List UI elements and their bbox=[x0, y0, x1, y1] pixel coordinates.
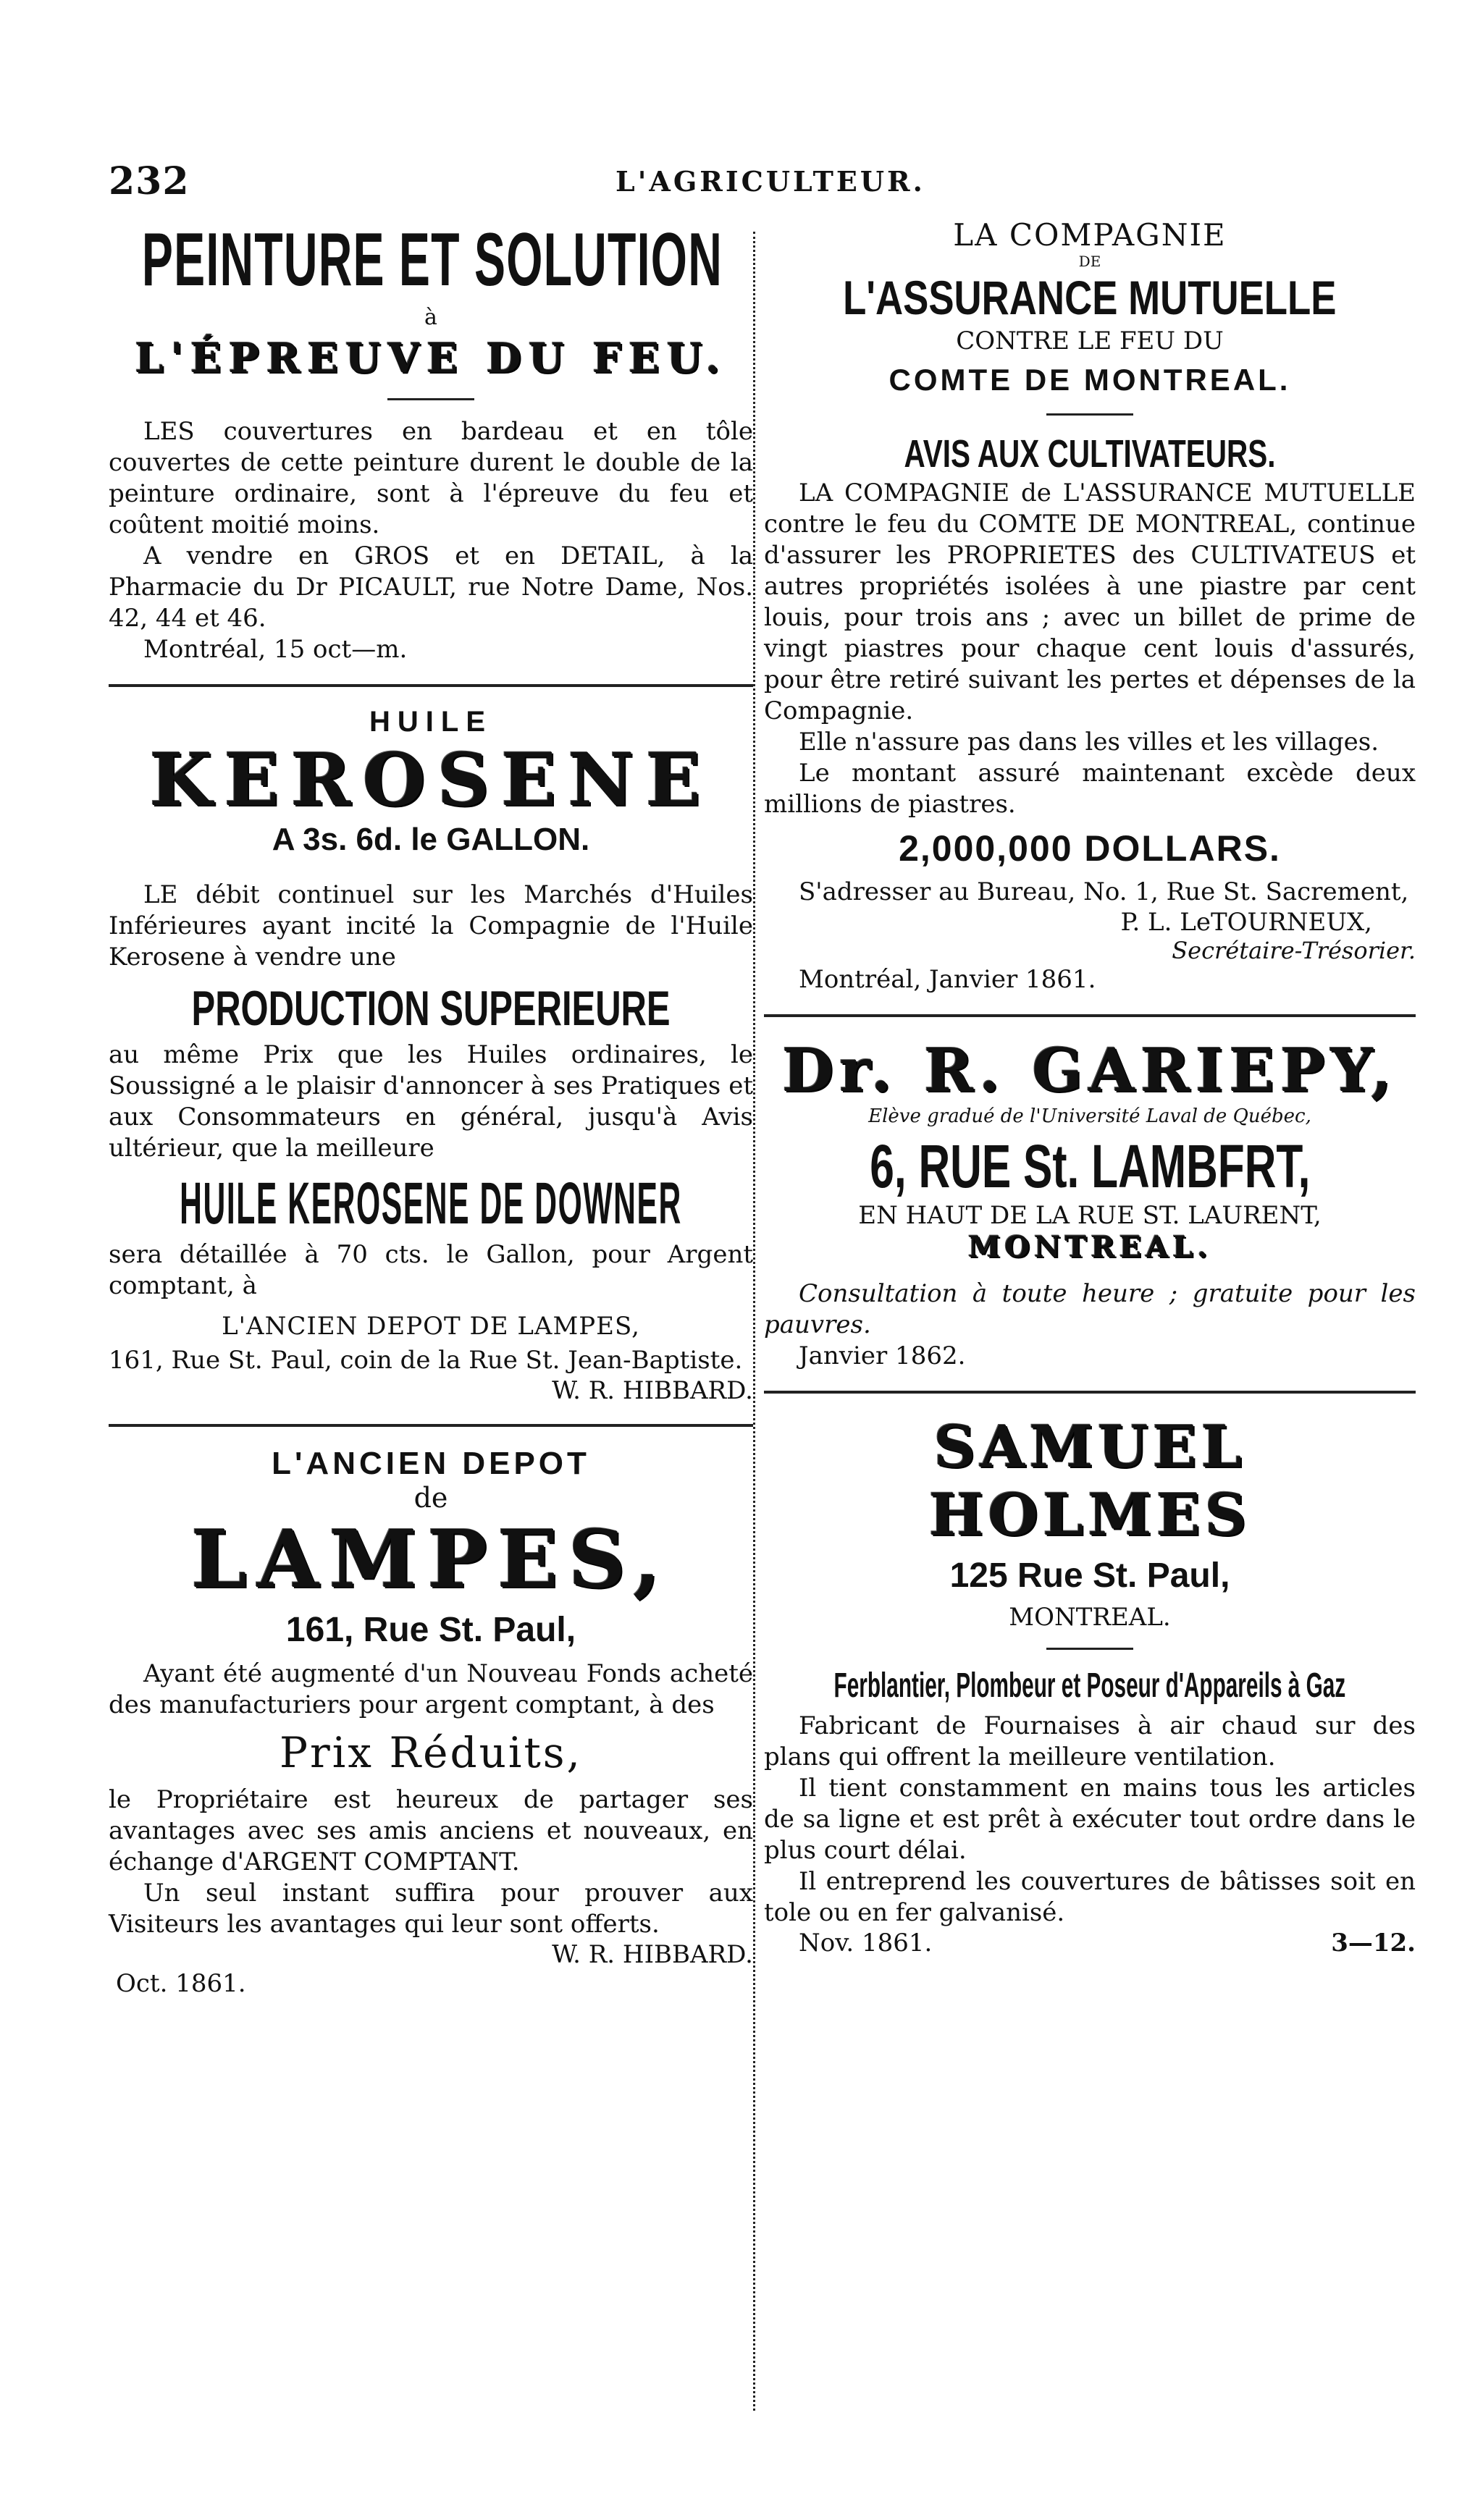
divider bbox=[387, 398, 474, 400]
ad-kerosene-place: L'ANCIEN DEPOT DE LAMPES, bbox=[222, 1312, 640, 1341]
right-column bbox=[764, 217, 1416, 1960]
ad-lampes-kicker: L'ANCIEN DEPOT bbox=[272, 1446, 590, 1481]
ad-lampes-headline: Prix Réduits, bbox=[280, 1728, 582, 1777]
ad-kerosene-address: 161, Rue St. Paul, coin de la Rue St. Jean-Baptiste. bbox=[109, 1346, 743, 1375]
ad-holmes-ref: 3—12. bbox=[1331, 1929, 1416, 1958]
ad-gariepy-sub: Elève gradué de l'Université Laval de Québec, bbox=[868, 1105, 1311, 1127]
ad-holmes bbox=[764, 1412, 1416, 1960]
ad-kerosene-headline: PRODUCTION SUPERIEURE bbox=[191, 981, 671, 1036]
ad-assurance-l1: LA COMPAGNIE bbox=[953, 217, 1227, 253]
ad-lampes-signature: W. R. HIBBARD. bbox=[552, 1940, 753, 1969]
ad-peinture-body2: A vendre en GROS et en DETAIL, à la Pharmacie du Dr PICAULT, rue Notre Dame, Nos. 42, 44 et 46. bbox=[109, 541, 753, 633]
ad-holmes-body2: Il tient constamment en mains tous les articles de sa ligne et est prêt à exécuter tout ordre dans le plus court délai. bbox=[764, 1774, 1416, 1865]
ad-kerosene-title: KEROSENE bbox=[149, 737, 713, 822]
ad-kerosene-body2: au même Prix que les Huiles ordinaires, le Soussigné a le plaisir d'annoncer à ses Pratiques et aux Consommateurs en général, jusqu'à Avis ultérieur, que la meilleure bbox=[109, 1040, 753, 1163]
ad-lampes-body: Ayant été augmenté d'un Nouveau Fonds acheté des manufacturiers pour argent comptant, à des bbox=[109, 1659, 753, 1719]
ad-lampes-address: 161, Rue St. Paul, bbox=[285, 1611, 576, 1649]
ad-assurance-body4: S'adresser au Bureau, No. 1, Rue St. Sacrement, bbox=[799, 877, 1409, 906]
section-divider bbox=[764, 1391, 1416, 1394]
ad-assurance-role: Secrétaire-Trésorier. bbox=[1172, 937, 1416, 964]
ad-lampes-date: Oct. 1861. bbox=[116, 1969, 246, 1998]
ad-assurance-body: LA COMPAGNIE de L'ASSURANCE MUTUELLE contre le feu du COMTE DE MONTREAL, continue d'assurer les PROPRIETES des CULTIVATEUS et autres propriétés isolées à une piastre par cent louis, pour trois ans ; avec un billet de prime de vingt piastres pour chaque cent louis d'assurés, pour être retiré suivant les pertes et dépenses de la Compagnie. bbox=[764, 479, 1416, 725]
ad-holmes-headline: Ferblantier, Plombeur et Poseur d'Appareils à Gaz bbox=[833, 1666, 1346, 1705]
section-divider bbox=[109, 1424, 753, 1427]
ad-holmes-city: MONTREAL. bbox=[1009, 1603, 1171, 1632]
ad-assurance-body3: Le montant assuré maintenant excède deux millions de piastres. bbox=[764, 759, 1416, 819]
ad-kerosene-headline2: HUILE KEROSENE DE DOWNER bbox=[180, 1171, 682, 1236]
ad-peinture bbox=[109, 217, 753, 665]
section-divider bbox=[109, 684, 753, 687]
ad-holmes-title: SAMUEL HOLMES bbox=[928, 1412, 1251, 1548]
ad-assurance-body2: Elle n'assure pas dans les villes et les villages. bbox=[799, 728, 1379, 757]
page-title: L'AGRICULTEUR. bbox=[616, 165, 925, 198]
divider bbox=[1046, 1648, 1133, 1650]
column-divider bbox=[753, 232, 755, 2411]
ad-gariepy bbox=[764, 1036, 1416, 1372]
ad-holmes-body: Fabricant de Fournaises à air chaud sur des plans qui offrent la meilleure ventilation. bbox=[764, 1711, 1416, 1771]
ad-holmes-date: Nov. 1861. bbox=[799, 1929, 933, 1958]
ad-lampes-body2: le Propriétaire est heureux de partager ses avantages avec ses amis anciens et nouveaux, en échange d'ARGENT COMPTANT. bbox=[109, 1785, 753, 1876]
ad-assurance-title: L'ASSURANCE MUTUELLE bbox=[843, 271, 1337, 324]
ad-kerosene-price: A 3s. 6d. le GALLON. bbox=[272, 822, 590, 857]
left-column bbox=[109, 217, 753, 1998]
ad-gariepy-city: MONTREAL. bbox=[967, 1230, 1212, 1264]
ad-gariepy-body: Consultation à toute heure ; gratuite pour les pauvres. bbox=[764, 1279, 1416, 1339]
ad-peinture-body: LES couvertures en bardeau et en tôle couvertes de cette peinture durent le double de la peinture ordinaire, sont à l'épreuve du feu et coûtent moitié moins. bbox=[109, 417, 753, 539]
ad-assurance-headline: AVIS AUX CULTIVATEURS. bbox=[904, 432, 1276, 476]
running-head bbox=[109, 159, 1412, 210]
ad-gariepy-address: 6, RUE St. LAMBFRT, bbox=[869, 1132, 1311, 1200]
ad-assurance-l4: COMTE DE MONTREAL. bbox=[888, 363, 1291, 397]
page-number: 232 bbox=[109, 159, 190, 203]
ad-assurance bbox=[764, 217, 1416, 995]
ad-gariepy-date: Janvier 1862. bbox=[799, 1341, 966, 1370]
ad-assurance-amount: 2,000,000 DOLLARS. bbox=[899, 828, 1281, 869]
ad-gariepy-title: Dr. R. GARIEPY, bbox=[782, 1036, 1398, 1105]
ad-holmes-body3: Il entreprend les couvertures de bâtisses soit en tole ou en fer galvanisé. bbox=[764, 1867, 1416, 1927]
ad-assurance-signature: P. L. LeTOURNEUX, bbox=[1120, 908, 1372, 937]
ad-assurance-l2: DE bbox=[1078, 253, 1101, 270]
ad-assurance-dateline: Montréal, Janvier 1861. bbox=[799, 965, 1096, 994]
ad-lampes bbox=[109, 1446, 753, 1998]
ad-lampes-de: de bbox=[413, 1482, 448, 1514]
ad-assurance-l3: CONTRE LE FEU DU bbox=[956, 326, 1224, 355]
ad-kerosene bbox=[109, 706, 753, 1405]
section-divider bbox=[764, 1014, 1416, 1017]
ad-kerosene-kicker: HUILE bbox=[369, 706, 492, 738]
ad-gariepy-l2: EN HAUT DE LA RUE ST. LAURENT, bbox=[858, 1201, 1322, 1230]
ad-kerosene-signature: W. R. HIBBARD. bbox=[552, 1376, 753, 1405]
ad-peinture-dateline: Montréal, 15 oct—m. bbox=[143, 635, 408, 664]
ad-peinture-title: PEINTURE ET SOLUTION bbox=[141, 218, 723, 302]
ad-holmes-address: 125 Rue St. Paul, bbox=[949, 1556, 1230, 1595]
ad-peinture-sub-a: à bbox=[424, 305, 437, 330]
ad-kerosene-body: LE débit continuel sur les Marchés d'Huiles Inférieures ayant incité la Compagnie de l'Huile Kerosene à vendre une bbox=[109, 880, 753, 972]
divider bbox=[1046, 413, 1133, 416]
ad-lampes-body3: Un seul instant suffira pour prouver aux Visiteurs les avantages qui leur sont offerts. bbox=[109, 1879, 753, 1939]
ad-peinture-subtitle: L'ÉPREUVE DU FEU. bbox=[135, 334, 727, 382]
ad-kerosene-body3: sera détaillée à 70 cts. le Gallon, pour Argent comptant, à bbox=[109, 1240, 753, 1300]
ad-lampes-title: LAMPES, bbox=[190, 1512, 671, 1606]
